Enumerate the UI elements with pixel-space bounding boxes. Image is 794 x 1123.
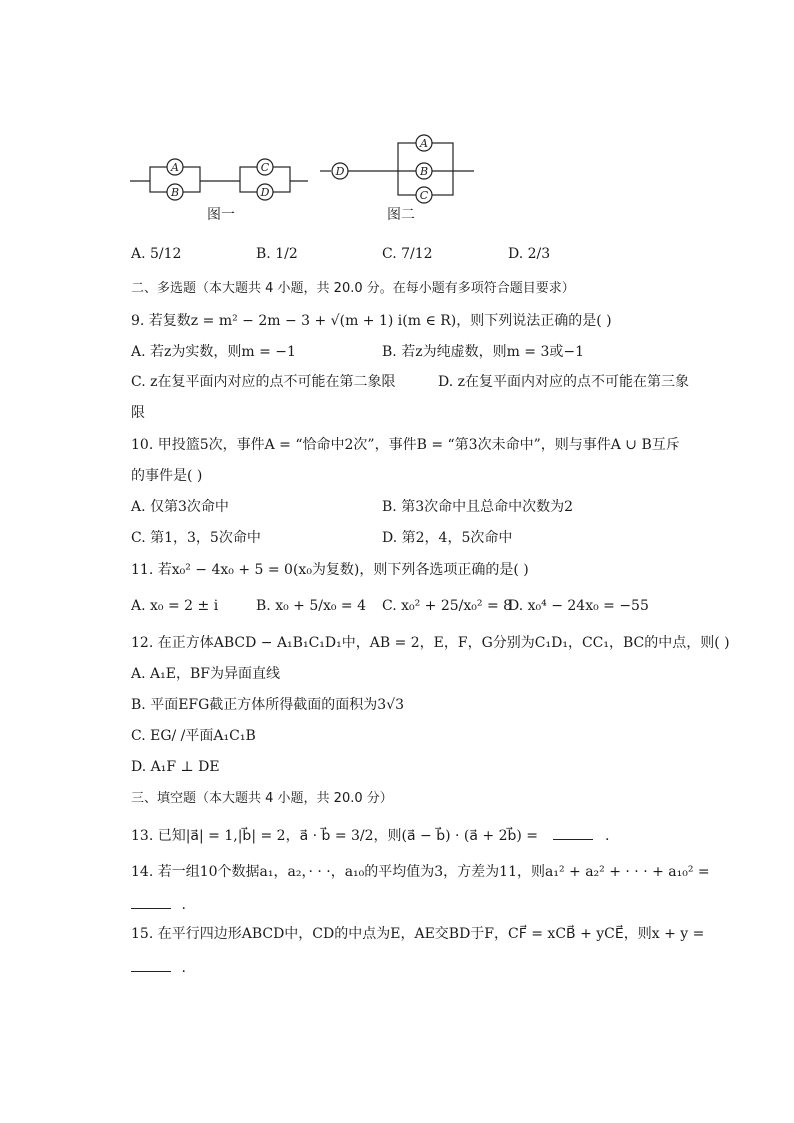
q13-stem: 13. 已知|a⃗| = 1,|b⃗| = 2，a⃗ · b⃗ = 3/2，则(a⃗ − b⃗) · (a⃗ + 2b⃗) = [131, 828, 539, 844]
q10-stem-continued: 的事件是( ) [131, 468, 203, 484]
q10-option-a: A. 仅第3次命中 [131, 499, 229, 515]
q9-option-a: A. 若z为实数，则m = −1 [131, 344, 296, 360]
q14-stem: 14. 若一组10个数据a₁，a₂，· · ·，a₁₀的平均值为3，方差为11，则a₁² + a₂² + · · · + a₁₀² = [131, 864, 710, 880]
node-label: B [170, 186, 180, 199]
q8-option-b: B. 1/2 [256, 246, 298, 262]
q12-option-a: A. A₁E，BF为异面直线 [131, 666, 280, 682]
node-label: D [260, 186, 270, 199]
q8-option-a: A. 5/12 [131, 246, 182, 262]
q9-option-d: D. z在复平面内对应的点不可能在第三象 [438, 374, 690, 390]
q12-option-c: C. EG/ /平面A₁C₁B [131, 728, 256, 744]
q11-option-a: A. x₀ = 2 ± i [131, 598, 219, 614]
q12-option-d: D. A₁F ⊥ DE [131, 759, 220, 775]
answer-blank[interactable] [131, 957, 171, 972]
q12-stem: 12. 在正方体ABCD − A₁B₁C₁D₁中，AB = 2，E，F，G分别为C₁D₁，CC₁，BC的中点，则( ) [131, 635, 730, 651]
q8-option-d: D. 2/3 [508, 246, 551, 262]
q11-stem: 11. 若x₀² − 4x₀ + 5 = 0(x₀为复数)，则下列各选项正确的是( ) [131, 562, 529, 578]
q11-option-d: D. x₀⁴ − 24x₀ = −55 [508, 598, 649, 614]
node-label: A [420, 137, 428, 150]
node-label: B [419, 165, 429, 178]
q9-stem: 9. 若复数z = m² − 2m − 3 + √(m + 1) i(m ∈ R)，则下列说法正确的是( ) [131, 313, 612, 329]
node-label: D [335, 165, 345, 178]
figure-one [130, 159, 308, 200]
q11-option-b: B. x₀ + 5/x₀ = 4 [256, 598, 366, 614]
q10-option-b: B. 第3次命中且总命中次数为2 [382, 499, 574, 515]
q14-period: . [181, 897, 186, 913]
figure-two-caption: 图二 [387, 207, 415, 223]
q13-period: . [604, 828, 610, 844]
q10-stem: 10. 甲投篮5次，事件A = “恰命中2次”，事件B = “第3次未命中”，则与事件A ∪ B互斥 [131, 437, 680, 453]
answer-blank[interactable] [131, 894, 171, 909]
node-label: A [171, 161, 179, 174]
q9-option-d-continued: 限 [131, 405, 145, 421]
q9-option-c: C. z在复平面内对应的点不可能在第二象限 [131, 374, 396, 390]
circuit-figures [0, 0, 794, 240]
section-heading: 二、多选题（本大题共 4 小题，共 20.0 分。在每小题有多项符合题目要求） [131, 281, 575, 296]
answer-blank[interactable] [553, 825, 593, 840]
section-heading: 三、填空题（本大题共 4 小题，共 20.0 分） [131, 791, 393, 806]
q15-stem: 15. 在平行四边形ABCD中，CD的中点为E，AE交BD于F，CF⃗ = xCB⃗ + yCE⃗，则x + y = [131, 926, 705, 942]
node-label: C [419, 189, 429, 202]
q9-option-b: B. 若z为纯虚数，则m = 3或−1 [382, 344, 585, 360]
q10-option-c: C. 第1，3，5次命中 [131, 530, 261, 546]
q8-option-c: C. 7/12 [382, 246, 433, 262]
node-label: C [260, 161, 270, 174]
q11-option-c: C. x₀² + 25/x₀² = 8 [382, 598, 513, 614]
q14-blank-line [131, 894, 186, 915]
q12-option-b: B. 平面EFG截正方体所得截面的面积为3√3 [131, 697, 405, 713]
q15-period: . [181, 960, 186, 976]
q13 [131, 825, 609, 846]
q10-option-d: D. 第2，4，5次命中 [382, 530, 513, 546]
q15-blank-line [131, 957, 186, 978]
figure-one-caption: 图一 [207, 207, 235, 223]
